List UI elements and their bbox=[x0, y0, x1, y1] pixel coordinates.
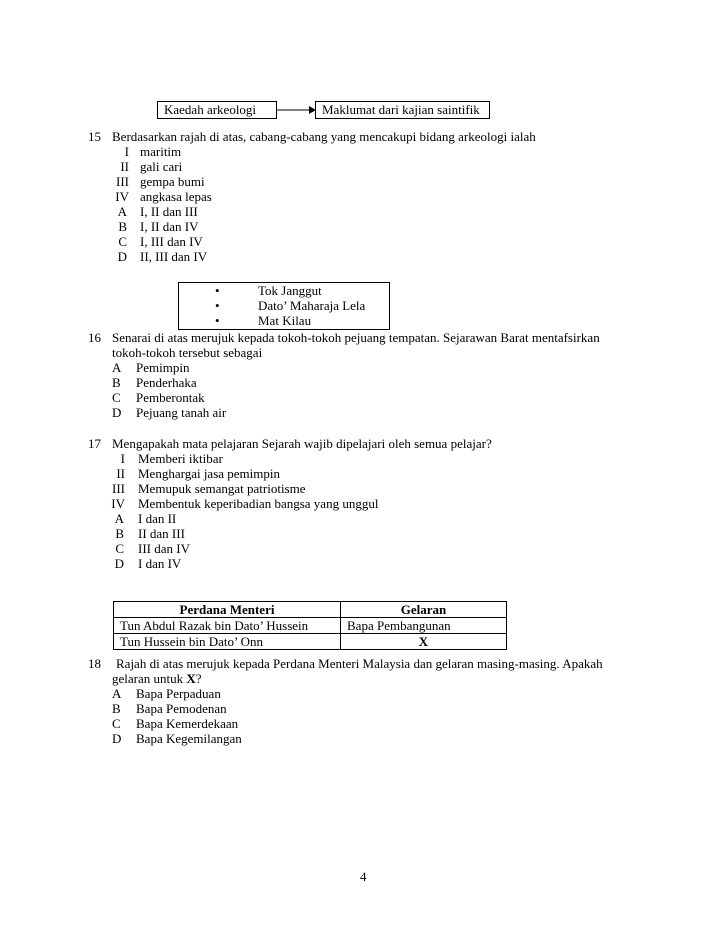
q17-option-text: I dan IV bbox=[138, 556, 182, 571]
q18-number: 18 bbox=[88, 656, 101, 671]
q18-stem-line1: Rajah di atas merujuk kepada Perdana Menteri Malaysia dan gelaran masing-masing. Apakah bbox=[116, 656, 603, 671]
q15-item-numeral: I bbox=[124, 144, 129, 159]
q17-option-letter: B bbox=[115, 526, 124, 541]
q18-stem-line2-post: ? bbox=[195, 671, 202, 686]
q17-number: 17 bbox=[88, 436, 101, 451]
q17-option-text: II dan III bbox=[138, 526, 185, 541]
q17-item-numeral: II bbox=[116, 466, 125, 481]
q15-item-text: gempa bumi bbox=[140, 174, 205, 189]
q18-option-text: Bapa Pemodenan bbox=[136, 701, 227, 716]
flow-left-box: Kaedah arkeologi bbox=[157, 101, 277, 119]
q16-list-item: Dato’ Maharaja Lela bbox=[258, 298, 366, 313]
page-number: 4 bbox=[360, 869, 367, 884]
q18-option-letter: D bbox=[112, 731, 122, 746]
bullet-icon: • bbox=[215, 298, 220, 313]
q18-stem-line2-x: X bbox=[186, 671, 196, 686]
q18-option-letter: B bbox=[112, 701, 121, 716]
q16-stem-line1: Senarai di atas merujuk kepada tokoh-tokoh pejuang tempatan. Sejarawan Barat mentafsirkan bbox=[112, 330, 600, 345]
q15-stem: Berdasarkan rajah di atas, cabang-cabang yang mencakupi bidang arkeologi ialah bbox=[112, 129, 536, 144]
q15-item-text: gali cari bbox=[140, 159, 183, 174]
table-header-cell: Gelaran bbox=[341, 602, 507, 618]
q15-number: 15 bbox=[88, 129, 101, 144]
q17-item-numeral: III bbox=[112, 481, 125, 496]
q16-option-text: Penderhaka bbox=[136, 375, 197, 390]
q18-option-text: Bapa Perpaduan bbox=[136, 686, 221, 701]
q17-option-letter: A bbox=[114, 511, 124, 526]
q18-option-letter: A bbox=[112, 686, 122, 701]
q15-option-text: II, III dan IV bbox=[140, 249, 208, 264]
q17-item-numeral: I bbox=[120, 451, 125, 466]
q18-option-letter: C bbox=[112, 716, 121, 731]
table-row bbox=[114, 618, 507, 634]
table-cell: Tun Abdul Razak bin Dato’ Hussein bbox=[114, 618, 341, 634]
q17-item-text: Menghargai jasa pemimpin bbox=[138, 466, 281, 481]
q18-option-text: Bapa Kemerdekaan bbox=[136, 716, 239, 731]
q15-option-text: I, II dan IV bbox=[140, 219, 199, 234]
flow-right-box: Maklumat dari kajian saintifik bbox=[315, 101, 490, 119]
table-header-row bbox=[114, 602, 507, 618]
q16-option-letter: A bbox=[112, 360, 122, 375]
q15-option-text: I, II dan III bbox=[140, 204, 198, 219]
q17-item-numeral: IV bbox=[111, 496, 125, 511]
bullet-icon: • bbox=[215, 313, 220, 328]
q15-item-numeral: IV bbox=[115, 189, 129, 204]
q17-item-text: Membentuk keperibadian bangsa yang unggul bbox=[138, 496, 379, 511]
q18-stem-line2 bbox=[112, 671, 202, 686]
q17-item-text: Memupuk semangat patriotisme bbox=[138, 481, 306, 496]
flow-arrow bbox=[277, 104, 317, 116]
bullet-icon: • bbox=[215, 283, 220, 298]
q16-option-text: Pejuang tanah air bbox=[136, 405, 227, 420]
pm-table bbox=[113, 601, 507, 650]
q16-list-box bbox=[178, 282, 390, 330]
q16-option-text: Pemberontak bbox=[136, 390, 205, 405]
q15-option-letter: A bbox=[117, 204, 127, 219]
q16-number: 16 bbox=[88, 330, 101, 345]
table-cell: Tun Hussein bin Dato’ Onn bbox=[114, 634, 341, 650]
q16-stem-line2: tokoh-tokoh tersebut sebagai bbox=[112, 345, 263, 360]
q15-option-text: I, III dan IV bbox=[140, 234, 203, 249]
q15-item-numeral: II bbox=[120, 159, 129, 174]
table-row bbox=[114, 634, 507, 650]
q17-option-text: I dan II bbox=[138, 511, 177, 526]
q16-option-letter: C bbox=[112, 390, 121, 405]
q16-option-letter: D bbox=[112, 405, 122, 420]
q18-stem-line2-pre: gelaran untuk bbox=[112, 671, 187, 686]
q17-option-letter: C bbox=[115, 541, 124, 556]
table-header-cell: Perdana Menteri bbox=[114, 602, 341, 618]
q15-item-text: maritim bbox=[140, 144, 182, 159]
q15-option-letter: D bbox=[117, 249, 127, 264]
q15-option-letter: B bbox=[118, 219, 127, 234]
q16-option-letter: B bbox=[112, 375, 121, 390]
table-cell: Bapa Pembangunan bbox=[341, 618, 507, 634]
q16-list-item: Tok Janggut bbox=[258, 283, 322, 298]
q16-option-text: Pemimpin bbox=[136, 360, 190, 375]
q17-option-letter: D bbox=[114, 556, 124, 571]
q17-item-text: Memberi iktibar bbox=[138, 451, 223, 466]
q17-option-text: III dan IV bbox=[138, 541, 190, 556]
q15-item-text: angkasa lepas bbox=[140, 189, 212, 204]
q18-option-text: Bapa Kegemilangan bbox=[136, 731, 242, 746]
q15-option-letter: C bbox=[118, 234, 127, 249]
q15-item-numeral: III bbox=[116, 174, 129, 189]
q16-list-item: Mat Kilau bbox=[258, 313, 312, 328]
table-cell: X bbox=[341, 634, 507, 650]
q17-stem: Mengapakah mata pelajaran Sejarah wajib dipelajari oleh semua pelajar? bbox=[112, 436, 492, 451]
